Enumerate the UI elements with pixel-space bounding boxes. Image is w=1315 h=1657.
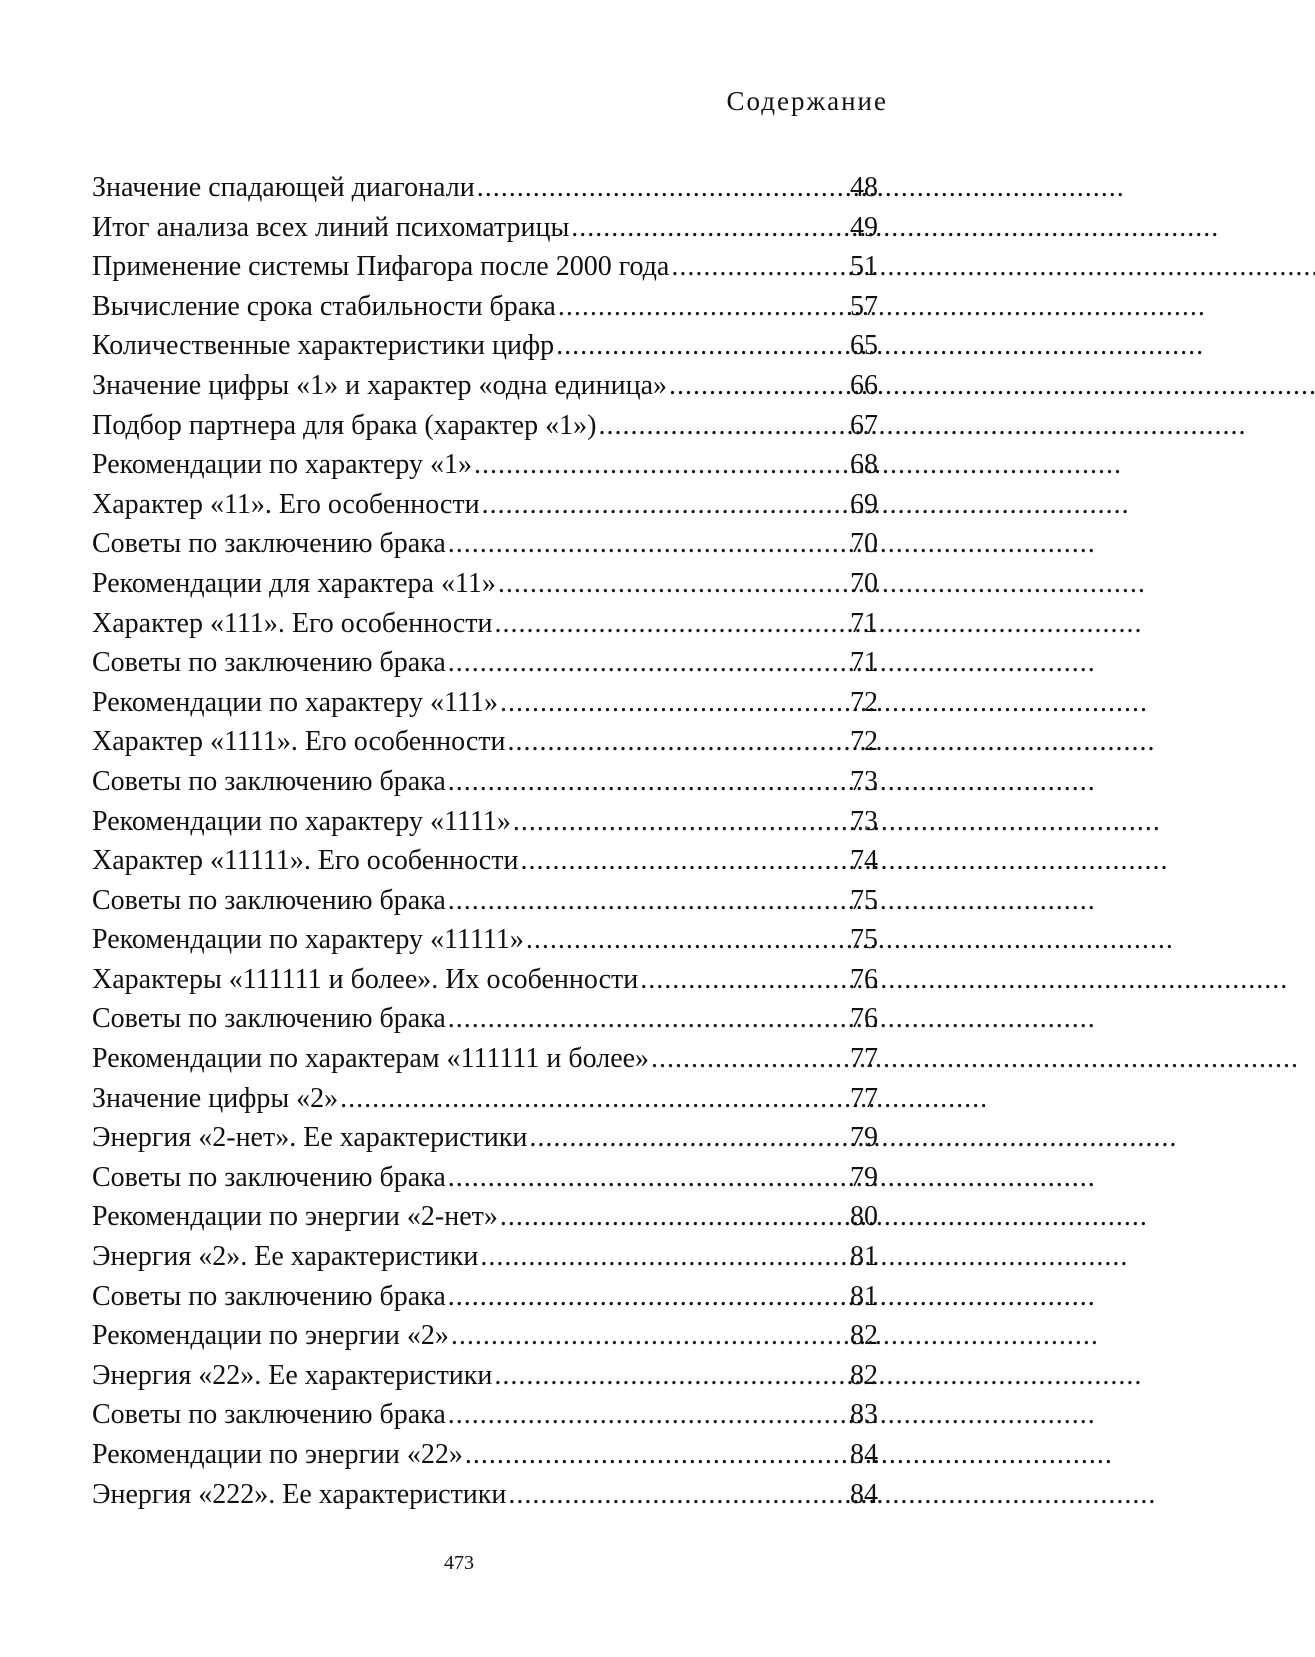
toc-entry-title: Значение спадающей диагонали	[92, 172, 475, 203]
toc-entry-title: Характеры «111111 и более». Их особенности	[92, 963, 639, 995]
dot-leader	[524, 920, 848, 960]
toc-entry-title: Значение цифры «2»	[92, 1082, 339, 1114]
table-of-contents	[92, 168, 878, 1514]
dot-leader	[498, 1197, 848, 1237]
toc-entry	[92, 485, 878, 525]
toc-entry-title: Советы по заключению брака	[92, 647, 446, 679]
toc-entry-title: Рекомендации по характерам «111111 и более»	[92, 1043, 650, 1075]
dot-leader	[475, 168, 848, 208]
toc-entry	[92, 406, 878, 446]
toc-entry-page: 81	[850, 1241, 878, 1273]
toc-entry-page: 67	[850, 409, 878, 441]
dot-leader	[338, 1079, 848, 1119]
toc-entry	[92, 920, 878, 960]
dot-leader	[506, 1475, 848, 1515]
dot-leader	[446, 999, 848, 1039]
toc-entry-page: 71	[850, 607, 878, 639]
toc-entry-title: Энергия «222». Ее характеристики	[92, 1478, 507, 1510]
toc-entry-page: 49	[850, 211, 878, 243]
toc-entry	[92, 722, 878, 762]
toc-entry-title: Рекомендации по энергии «22»	[92, 1439, 463, 1470]
toc-entry-title: Советы по заключению брака	[92, 1399, 446, 1431]
toc-entry-page: 76	[850, 1003, 878, 1035]
toc-entry	[92, 643, 878, 683]
dot-leader	[446, 643, 848, 683]
toc-entry	[92, 1316, 878, 1356]
toc-entry-title: Применение системы Пифагора после 2000 года	[92, 251, 670, 283]
dot-leader	[478, 1237, 848, 1277]
toc-entry-page: 82	[850, 1320, 878, 1352]
toc-entry-title: Характер «11111». Его особенности	[92, 845, 519, 877]
toc-entry-page: 48	[850, 172, 878, 203]
toc-entry-title: Вычисление срока стабильности брака	[92, 290, 556, 322]
dot-leader	[554, 326, 848, 366]
toc-entry-title: Советы по заключению брака	[92, 1003, 446, 1035]
toc-entry-title: Характер «1111». Его особенности	[92, 726, 506, 758]
dot-leader	[480, 485, 848, 525]
toc-entry	[92, 1395, 878, 1435]
toc-entry-title: Количественные характеристики цифр	[92, 330, 555, 362]
toc-entry-page: 70	[850, 528, 878, 560]
toc-entry-title: Советы по заключению брака	[92, 528, 446, 560]
toc-entry	[92, 683, 878, 723]
toc-entry	[92, 564, 878, 604]
toc-entry-title: Рекомендации для характера «11»	[92, 567, 496, 599]
toc-entry	[92, 841, 878, 881]
toc-entry-page: 65	[850, 330, 878, 362]
toc-entry-title: Рекомендации по характеру «1»	[92, 449, 473, 481]
toc-entry-page: 51	[850, 251, 878, 283]
toc-entry	[92, 1118, 878, 1158]
dot-leader	[527, 1118, 848, 1158]
dot-leader	[506, 722, 849, 762]
toc-entry-page: 83	[850, 1399, 878, 1431]
toc-entry-page: 72	[850, 686, 878, 718]
toc-entry-title: Подбор партнера для брака (характер «1»)	[92, 409, 597, 441]
toc-entry	[92, 1197, 878, 1237]
dot-leader	[446, 1395, 848, 1435]
toc-entry-page: 77	[850, 1082, 878, 1114]
dot-leader	[649, 1039, 848, 1079]
toc-entry	[92, 287, 878, 327]
toc-entry	[92, 366, 878, 406]
dot-leader	[493, 604, 848, 644]
toc-entry	[92, 524, 878, 564]
toc-entry-page: 66	[850, 369, 878, 401]
dot-leader	[446, 1277, 848, 1317]
dot-leader	[446, 881, 848, 921]
toc-entry	[92, 1356, 878, 1396]
dot-leader	[492, 1356, 848, 1396]
dot-leader	[669, 247, 848, 287]
dot-leader	[498, 683, 848, 723]
toc-entry	[92, 1158, 878, 1198]
toc-entry-title: Советы по заключению брака	[92, 1161, 446, 1193]
toc-entry-page: 69	[850, 488, 878, 520]
toc-entry	[92, 1079, 878, 1119]
toc-entry-page: 75	[850, 924, 878, 956]
dot-leader	[446, 1158, 848, 1198]
dot-leader	[638, 960, 848, 1000]
toc-entry-title: Энергия «22». Ее характеристики	[92, 1359, 493, 1391]
toc-entry-title: Энергия «2». Ее характеристики	[92, 1241, 479, 1273]
toc-entry-page: 75	[850, 884, 878, 916]
toc-entry-page: 84	[850, 1478, 878, 1510]
toc-entry-page: 73	[850, 765, 878, 797]
toc-entry-title: Советы по заключению брака	[92, 884, 446, 916]
dot-leader	[463, 1435, 848, 1475]
toc-entry	[92, 1039, 878, 1079]
toc-entry	[92, 881, 878, 921]
toc-entry	[92, 960, 878, 1000]
toc-entry-page: 76	[850, 963, 878, 995]
dot-leader	[518, 841, 848, 881]
toc-entry	[92, 999, 878, 1039]
dot-leader	[667, 366, 848, 406]
dot-leader	[472, 445, 848, 485]
toc-entry-page: 72	[850, 726, 878, 758]
toc-entry-title: Энергия «2-нет». Ее характеристики	[92, 1122, 528, 1154]
toc-entry-title: Итог анализа всех линий психоматрицы	[92, 211, 570, 243]
toc-entry-page: 82	[850, 1359, 878, 1391]
toc-entry-page: 74	[850, 845, 878, 877]
toc-entry-page: 81	[850, 1280, 878, 1312]
dot-leader	[449, 1316, 848, 1356]
dot-leader	[446, 762, 848, 802]
toc-entry	[92, 445, 878, 485]
toc-entry	[92, 762, 878, 802]
toc-entry	[92, 168, 878, 208]
toc-entry	[92, 247, 878, 287]
running-head: Содержание	[726, 86, 888, 116]
toc-entry	[92, 1475, 878, 1515]
toc-entry	[92, 1237, 878, 1277]
toc-entry-title: Рекомендации по характеру «11111»	[92, 924, 524, 956]
toc-entry-title: Характер «11». Его особенности	[92, 488, 480, 520]
toc-entry	[92, 802, 878, 842]
toc-entry-title: Рекомендации по энергии «2-нет»	[92, 1201, 498, 1233]
toc-entry	[92, 1277, 878, 1317]
dot-leader	[556, 287, 848, 327]
toc-entry-page: 79	[850, 1161, 878, 1193]
page-number: 473	[444, 1552, 474, 1574]
toc-entry-page: 73	[850, 805, 878, 837]
dot-leader	[511, 802, 848, 842]
toc-entry	[92, 604, 878, 644]
toc-entry-page: 77	[850, 1043, 878, 1075]
toc-entry-page: 80	[850, 1201, 878, 1233]
toc-entry-page: 68	[850, 449, 878, 481]
toc-entry-title: Рекомендации по характеру «1111»	[92, 805, 511, 837]
toc-entry	[92, 208, 878, 248]
toc-entry	[92, 326, 878, 366]
toc-entry	[92, 1435, 878, 1475]
toc-entry-title: Рекомендации по характеру «111»	[92, 686, 498, 718]
toc-entry-title: Советы по заключению брака	[92, 1280, 446, 1312]
dot-leader	[569, 208, 848, 248]
dot-leader	[446, 524, 848, 564]
dot-leader	[596, 406, 848, 446]
toc-entry-page: 57	[850, 290, 878, 322]
toc-entry-title: Характер «111». Его особенности	[92, 607, 493, 639]
toc-entry-title: Значение цифры «1» и характер «одна единица»	[92, 369, 668, 401]
toc-entry-page: 71	[850, 647, 878, 679]
toc-entry-page: 70	[850, 567, 878, 599]
toc-entry-title: Рекомендации по энергии «2»	[92, 1320, 449, 1352]
toc-entry-title: Советы по заключению брака	[92, 765, 446, 797]
toc-entry-page: 79	[850, 1122, 878, 1154]
toc-entry-page: 84	[850, 1439, 878, 1470]
dot-leader	[496, 564, 848, 604]
